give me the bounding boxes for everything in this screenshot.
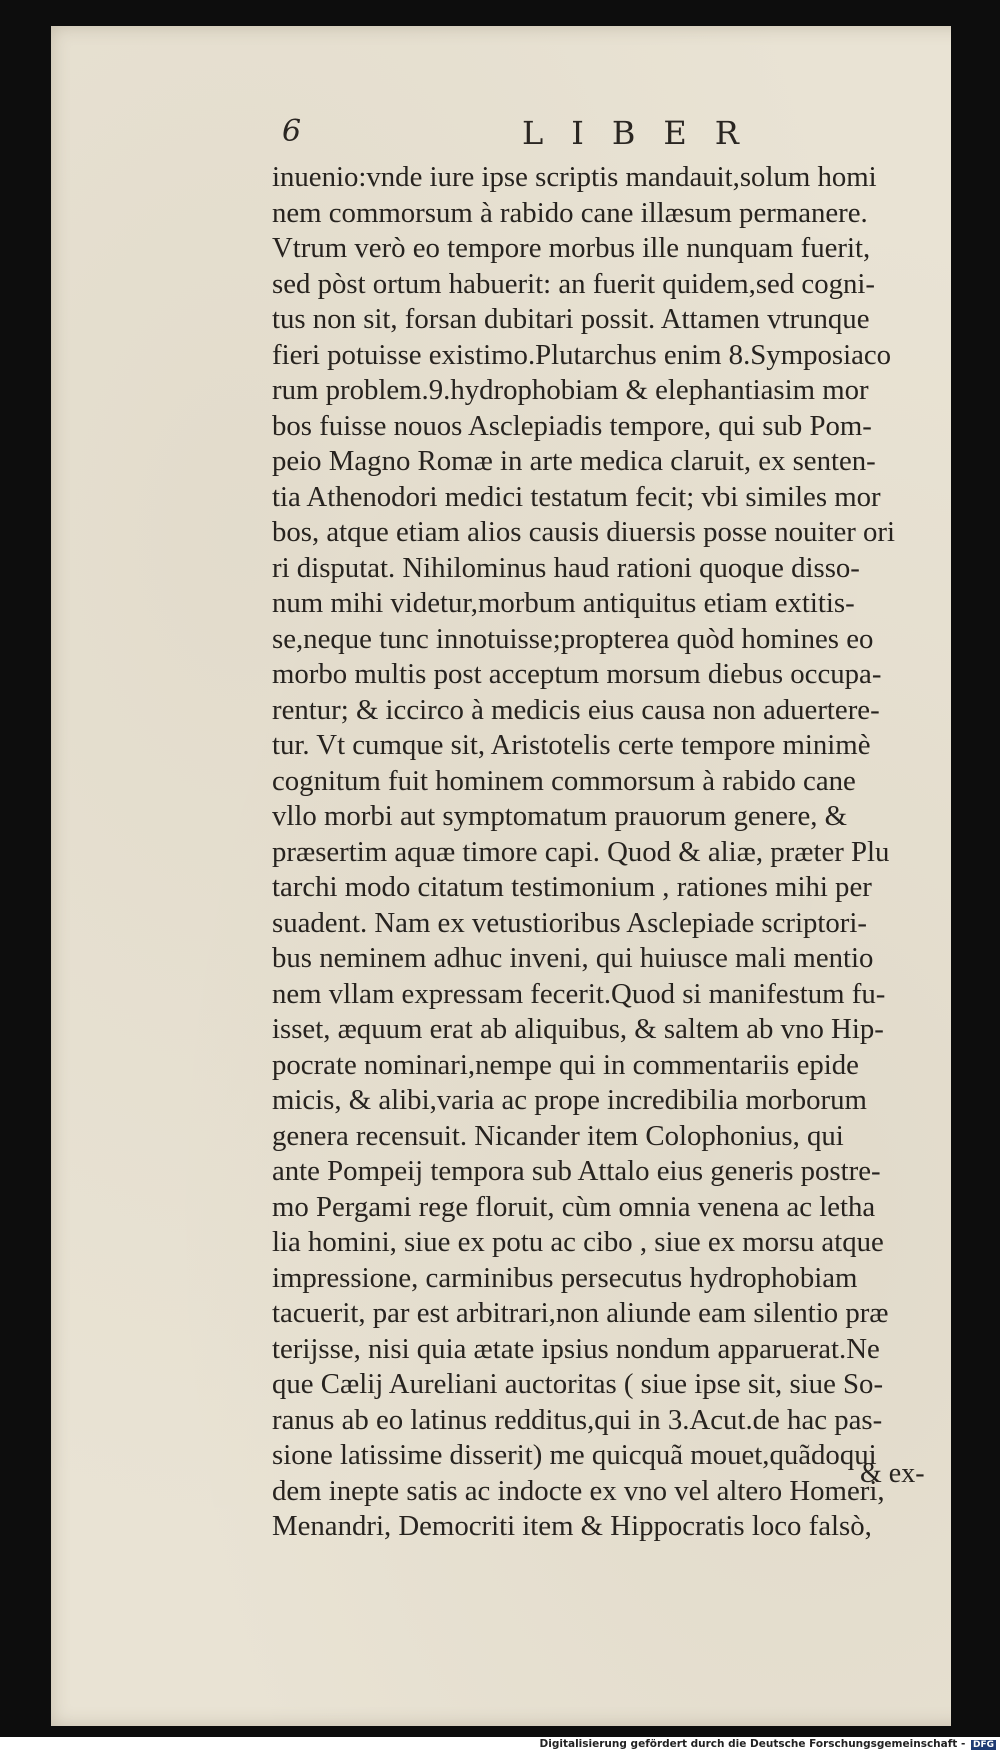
text-line: lia homini, siue ex potu ac cibo , siue ex morsu atque (272, 1226, 884, 1258)
text-line: nem commorsum à rabido cane illæsum permanere. (272, 196, 868, 229)
text-line: bos, atque etiam alios causis diuersis posse nouiter ori (272, 516, 896, 548)
text-line: tia Athenodori medici testatum fecit; vbi similes mor (272, 480, 881, 513)
text-line: se,neque tunc innotuisse;propterea quòd homines eo (272, 622, 874, 655)
catchword: & ex- (860, 1458, 925, 1489)
digitization-credit (540, 1738, 996, 1750)
text-line: præsertim aquæ timore capi. Quod & aliæ, præter Plu (272, 835, 890, 868)
text-line: tus non sit, forsan dubitari possit. Attamen vtrunque (272, 303, 870, 335)
text-line: dem inepte satis ac indocte ex vno vel altero Homeri, (272, 1474, 885, 1507)
running-head: LIBER (522, 114, 767, 152)
text-line: pocrate nominari,nempe qui in commentariis epide (272, 1048, 859, 1081)
page-number: 6 (282, 114, 302, 149)
text-line: terijsse, nisi quia ætate ipsius nondum apparuerat.Ne (272, 1332, 880, 1365)
text-line: vllo morbi aut symptomatum prauorum genere, & (272, 800, 848, 832)
text-line: cognitum fuit hominem commorsum à rabido cane (272, 764, 856, 797)
text-line: rum problem.9.hydrophobiam & elephantiasim mor (272, 374, 869, 406)
text-line: ante Pompeij tempora sub Attalo eius generis postre- (272, 1155, 881, 1187)
text-line: rentur; & iccirco à medicis eius causa non aduertere- (272, 693, 880, 726)
text-line: bus neminem adhuc inveni, qui huiusce mali mentio (272, 942, 874, 974)
text-line: suadent. Nam ex vetustioribus Asclepiade scriptori- (272, 906, 867, 939)
text-line: num mihi videtur,morbum antiquitus etiam extitis- (272, 587, 855, 619)
text-line: fieri potuisse existimo.Plutarchus enim 8.Symposiaco (272, 338, 892, 371)
text-line: impressione, carminibus persecutus hydrophobiam (272, 1261, 858, 1294)
text-line: morbo multis post acceptum morsum diebus occupa- (272, 658, 882, 690)
body-text (272, 160, 962, 1545)
text-line: bos fuisse nouos Asclepiadis tempore, qui sub Pom- (272, 409, 872, 442)
text-line: ri disputat. Nihilominus haud rationi quoque disso- (272, 551, 860, 584)
text-line: tacuerit, par est arbitrari,non aliunde eam silentio præ (272, 1297, 889, 1329)
text-line: sione latissime disserit) me quicquã mouet,quãdoqui (272, 1439, 877, 1471)
text-line: tur. Vt cumque sit, Aristotelis certe tempore minimè (272, 729, 871, 761)
text-line: sed pòst ortum habuerit: an fuerit quidem,sed cogni- (272, 267, 875, 300)
dfg-logo: DFG (972, 1740, 994, 1750)
text-line: tarchi modo citatum testimonium , rationes mihi per (272, 871, 872, 903)
text-line: isset, æquum erat ab aliquibus, & saltem ab vno Hip- (272, 1013, 884, 1045)
page-header (282, 114, 962, 154)
text-line: Vtrum verò eo tempore morbus ille nunquam fuerit, (272, 232, 871, 264)
text-line: ranus ab eo latinus redditus,qui in 3.Acut.de hac pas- (272, 1403, 883, 1436)
text-line: inuenio:vnde iure ipse scriptis mandauit,solum homi (272, 161, 877, 193)
text-line: mo Pergami rege floruit, cùm omnia venena ac letha (272, 1190, 876, 1223)
text-line: peio Magno Romæ in arte medica claruit, ex senten- (272, 445, 876, 477)
text-line: nem vllam expressam fecerit.Quod si manifestum fu- (272, 977, 886, 1010)
text-line: que Cælij Aureliani auctoritas ( siue ipse sit, siue So- (272, 1368, 884, 1400)
credit-text: Digitalisierung gefördert durch die Deutsche Forschungsgemeinschaft - (539, 1738, 966, 1750)
text-line: Menandri, Democriti item & Hippocratis loco falsò, (272, 1510, 872, 1542)
text-line: genera recensuit. Nicander item Colophonius, qui (272, 1119, 844, 1152)
text-line: micis, & alibi,varia ac prope incredibilia morborum (272, 1084, 867, 1116)
